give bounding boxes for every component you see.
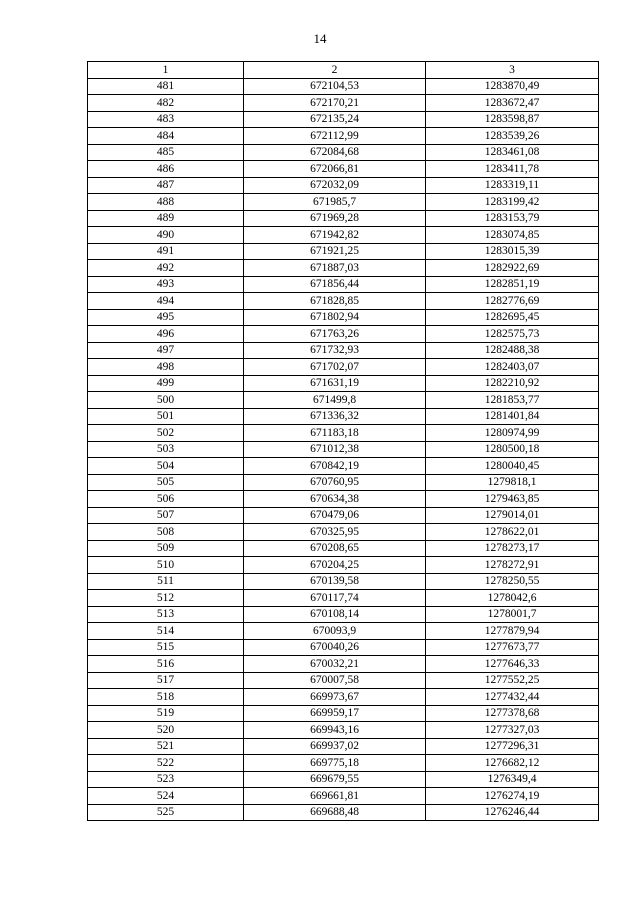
point-number-cell: 489 xyxy=(88,210,244,227)
point-number-cell: 501 xyxy=(88,408,244,425)
table-row xyxy=(88,524,599,541)
y-coordinate-cell: 1277646,33 xyxy=(426,656,599,673)
table-row xyxy=(88,474,599,491)
x-coordinate-cell: 669661,81 xyxy=(244,788,426,805)
point-number-cell: 485 xyxy=(88,144,244,161)
table-row xyxy=(88,491,599,508)
table-row xyxy=(88,177,599,194)
x-coordinate-cell: 671336,32 xyxy=(244,408,426,425)
table-row xyxy=(88,425,599,442)
point-number-cell: 497 xyxy=(88,342,244,359)
x-coordinate-cell: 671763,26 xyxy=(244,326,426,343)
table-row xyxy=(88,705,599,722)
table-row xyxy=(88,672,599,689)
x-coordinate-cell: 671921,25 xyxy=(244,243,426,260)
point-number-cell: 505 xyxy=(88,474,244,491)
x-coordinate-cell: 669679,55 xyxy=(244,771,426,788)
x-coordinate-cell: 672032,09 xyxy=(244,177,426,194)
table-row xyxy=(88,210,599,227)
point-number-cell: 514 xyxy=(88,623,244,640)
y-coordinate-cell: 1276349,4 xyxy=(426,771,599,788)
x-coordinate-cell: 671183,18 xyxy=(244,425,426,442)
point-number-cell: 508 xyxy=(88,524,244,541)
point-number-cell: 487 xyxy=(88,177,244,194)
x-coordinate-cell: 672084,68 xyxy=(244,144,426,161)
x-coordinate-cell: 671732,93 xyxy=(244,342,426,359)
x-coordinate-cell: 670634,38 xyxy=(244,491,426,508)
y-coordinate-cell: 1278001,7 xyxy=(426,606,599,623)
y-coordinate-cell: 1282695,45 xyxy=(426,309,599,326)
x-coordinate-cell: 669775,18 xyxy=(244,755,426,772)
table-row xyxy=(88,128,599,145)
y-coordinate-cell: 1276274,19 xyxy=(426,788,599,805)
x-coordinate-cell: 670842,19 xyxy=(244,458,426,475)
table-row xyxy=(88,293,599,310)
table-row xyxy=(88,441,599,458)
point-number-cell: 509 xyxy=(88,540,244,557)
x-coordinate-cell: 670325,95 xyxy=(244,524,426,541)
x-coordinate-cell: 670479,06 xyxy=(244,507,426,524)
x-coordinate-cell: 671012,38 xyxy=(244,441,426,458)
table-row xyxy=(88,788,599,805)
table-row xyxy=(88,590,599,607)
table-row xyxy=(88,755,599,772)
point-number-cell: 481 xyxy=(88,78,244,95)
point-number-cell: 495 xyxy=(88,309,244,326)
point-number-cell: 519 xyxy=(88,705,244,722)
table-row xyxy=(88,458,599,475)
y-coordinate-cell: 1283074,85 xyxy=(426,227,599,244)
point-number-cell: 483 xyxy=(88,111,244,128)
y-coordinate-cell: 1278273,17 xyxy=(426,540,599,557)
y-coordinate-cell: 1282488,38 xyxy=(426,342,599,359)
y-coordinate-cell: 1282403,07 xyxy=(426,359,599,376)
table-row xyxy=(88,573,599,590)
point-number-cell: 500 xyxy=(88,392,244,409)
y-coordinate-cell: 1277378,68 xyxy=(426,705,599,722)
y-coordinate-cell: 1276246,44 xyxy=(426,804,599,821)
table-row xyxy=(88,408,599,425)
x-coordinate-cell: 669943,16 xyxy=(244,722,426,739)
x-coordinate-cell: 671887,03 xyxy=(244,260,426,277)
y-coordinate-cell: 1282922,69 xyxy=(426,260,599,277)
y-coordinate-cell: 1283411,78 xyxy=(426,161,599,178)
y-coordinate-cell: 1277673,77 xyxy=(426,639,599,656)
column-header-3: 3 xyxy=(426,62,599,79)
x-coordinate-cell: 670007,58 xyxy=(244,672,426,689)
x-coordinate-cell: 672135,24 xyxy=(244,111,426,128)
y-coordinate-cell: 1280974,99 xyxy=(426,425,599,442)
y-coordinate-cell: 1278272,91 xyxy=(426,557,599,574)
y-coordinate-cell: 1277327,03 xyxy=(426,722,599,739)
y-coordinate-cell: 1283199,42 xyxy=(426,194,599,211)
table-row xyxy=(88,540,599,557)
point-number-cell: 499 xyxy=(88,375,244,392)
point-number-cell: 513 xyxy=(88,606,244,623)
x-coordinate-cell: 672066,81 xyxy=(244,161,426,178)
y-coordinate-cell: 1281401,84 xyxy=(426,408,599,425)
y-coordinate-cell: 1283672,47 xyxy=(426,95,599,112)
table-row xyxy=(88,227,599,244)
x-coordinate-cell: 672112,99 xyxy=(244,128,426,145)
point-number-cell: 517 xyxy=(88,672,244,689)
x-coordinate-cell: 671969,28 xyxy=(244,210,426,227)
point-number-cell: 502 xyxy=(88,425,244,442)
table-row xyxy=(88,507,599,524)
x-coordinate-cell: 670204,25 xyxy=(244,557,426,574)
x-coordinate-cell: 671631,19 xyxy=(244,375,426,392)
y-coordinate-cell: 1277432,44 xyxy=(426,689,599,706)
point-number-cell: 515 xyxy=(88,639,244,656)
table-row xyxy=(88,111,599,128)
x-coordinate-cell: 671802,94 xyxy=(244,309,426,326)
column-header-2: 2 xyxy=(244,62,426,79)
table-row xyxy=(88,144,599,161)
point-number-cell: 520 xyxy=(88,722,244,739)
x-coordinate-cell: 670139,58 xyxy=(244,573,426,590)
x-coordinate-cell: 671856,44 xyxy=(244,276,426,293)
table-row xyxy=(88,276,599,293)
point-number-cell: 525 xyxy=(88,804,244,821)
x-coordinate-cell: 670760,95 xyxy=(244,474,426,491)
y-coordinate-cell: 1283319,11 xyxy=(426,177,599,194)
point-number-cell: 488 xyxy=(88,194,244,211)
x-coordinate-cell: 670093,9 xyxy=(244,623,426,640)
point-number-cell: 523 xyxy=(88,771,244,788)
x-coordinate-cell: 671828,85 xyxy=(244,293,426,310)
table-row xyxy=(88,78,599,95)
point-number-cell: 498 xyxy=(88,359,244,376)
y-coordinate-cell: 1282776,69 xyxy=(426,293,599,310)
x-coordinate-cell: 671985,7 xyxy=(244,194,426,211)
table-row xyxy=(88,194,599,211)
y-coordinate-cell: 1279463,85 xyxy=(426,491,599,508)
y-coordinate-cell: 1283015,39 xyxy=(426,243,599,260)
y-coordinate-cell: 1283461,08 xyxy=(426,144,599,161)
point-number-cell: 484 xyxy=(88,128,244,145)
point-number-cell: 494 xyxy=(88,293,244,310)
y-coordinate-cell: 1281853,77 xyxy=(426,392,599,409)
table-row xyxy=(88,326,599,343)
y-coordinate-cell: 1280500,18 xyxy=(426,441,599,458)
point-number-cell: 503 xyxy=(88,441,244,458)
x-coordinate-cell: 672170,21 xyxy=(244,95,426,112)
point-number-cell: 504 xyxy=(88,458,244,475)
x-coordinate-cell: 670040,26 xyxy=(244,639,426,656)
table-row xyxy=(88,309,599,326)
y-coordinate-cell: 1277879,94 xyxy=(426,623,599,640)
y-coordinate-cell: 1280040,45 xyxy=(426,458,599,475)
table-row xyxy=(88,392,599,409)
x-coordinate-cell: 670032,21 xyxy=(244,656,426,673)
x-coordinate-cell: 669688,48 xyxy=(244,804,426,821)
table-row xyxy=(88,359,599,376)
table-row xyxy=(88,260,599,277)
y-coordinate-cell: 1278622,01 xyxy=(426,524,599,541)
point-number-cell: 491 xyxy=(88,243,244,260)
x-coordinate-cell: 672104,53 xyxy=(244,78,426,95)
y-coordinate-cell: 1282575,73 xyxy=(426,326,599,343)
table-row xyxy=(88,557,599,574)
point-number-cell: 490 xyxy=(88,227,244,244)
point-number-cell: 510 xyxy=(88,557,244,574)
y-coordinate-cell: 1282210,92 xyxy=(426,375,599,392)
x-coordinate-cell: 669959,17 xyxy=(244,705,426,722)
table-row xyxy=(88,95,599,112)
y-coordinate-cell: 1279818,1 xyxy=(426,474,599,491)
y-coordinate-cell: 1279014,01 xyxy=(426,507,599,524)
y-coordinate-cell: 1283870,49 xyxy=(426,78,599,95)
table-row xyxy=(88,722,599,739)
point-number-cell: 496 xyxy=(88,326,244,343)
x-coordinate-cell: 670108,14 xyxy=(244,606,426,623)
point-number-cell: 506 xyxy=(88,491,244,508)
y-coordinate-cell: 1277552,25 xyxy=(426,672,599,689)
point-number-cell: 507 xyxy=(88,507,244,524)
table-row xyxy=(88,689,599,706)
point-number-cell: 492 xyxy=(88,260,244,277)
y-coordinate-cell: 1283539,26 xyxy=(426,128,599,145)
table-row xyxy=(88,623,599,640)
table-row xyxy=(88,804,599,821)
table-row xyxy=(88,639,599,656)
column-header-1: 1 xyxy=(88,62,244,79)
point-number-cell: 522 xyxy=(88,755,244,772)
y-coordinate-cell: 1276682,12 xyxy=(426,755,599,772)
point-number-cell: 482 xyxy=(88,95,244,112)
point-number-cell: 518 xyxy=(88,689,244,706)
coordinates-table xyxy=(87,61,599,821)
table-row xyxy=(88,375,599,392)
page-number: 14 xyxy=(313,31,327,46)
table-row xyxy=(88,606,599,623)
table-row xyxy=(88,771,599,788)
x-coordinate-cell: 671942,82 xyxy=(244,227,426,244)
x-coordinate-cell: 670208,65 xyxy=(244,540,426,557)
point-number-cell: 516 xyxy=(88,656,244,673)
x-coordinate-cell: 671499,8 xyxy=(244,392,426,409)
table-row xyxy=(88,738,599,755)
x-coordinate-cell: 670117,74 xyxy=(244,590,426,607)
table-row xyxy=(88,342,599,359)
y-coordinate-cell: 1278250,55 xyxy=(426,573,599,590)
point-number-cell: 521 xyxy=(88,738,244,755)
y-coordinate-cell: 1282851,19 xyxy=(426,276,599,293)
table-row xyxy=(88,243,599,260)
table-header-row xyxy=(88,62,599,79)
y-coordinate-cell: 1283153,79 xyxy=(426,210,599,227)
point-number-cell: 486 xyxy=(88,161,244,178)
y-coordinate-cell: 1283598,87 xyxy=(426,111,599,128)
point-number-cell: 512 xyxy=(88,590,244,607)
table-row xyxy=(88,656,599,673)
x-coordinate-cell: 671702,07 xyxy=(244,359,426,376)
x-coordinate-cell: 669937,02 xyxy=(244,738,426,755)
table-row xyxy=(88,161,599,178)
table-body xyxy=(88,78,599,821)
point-number-cell: 524 xyxy=(88,788,244,805)
y-coordinate-cell: 1278042,6 xyxy=(426,590,599,607)
y-coordinate-cell: 1277296,31 xyxy=(426,738,599,755)
point-number-cell: 493 xyxy=(88,276,244,293)
point-number-cell: 511 xyxy=(88,573,244,590)
x-coordinate-cell: 669973,67 xyxy=(244,689,426,706)
